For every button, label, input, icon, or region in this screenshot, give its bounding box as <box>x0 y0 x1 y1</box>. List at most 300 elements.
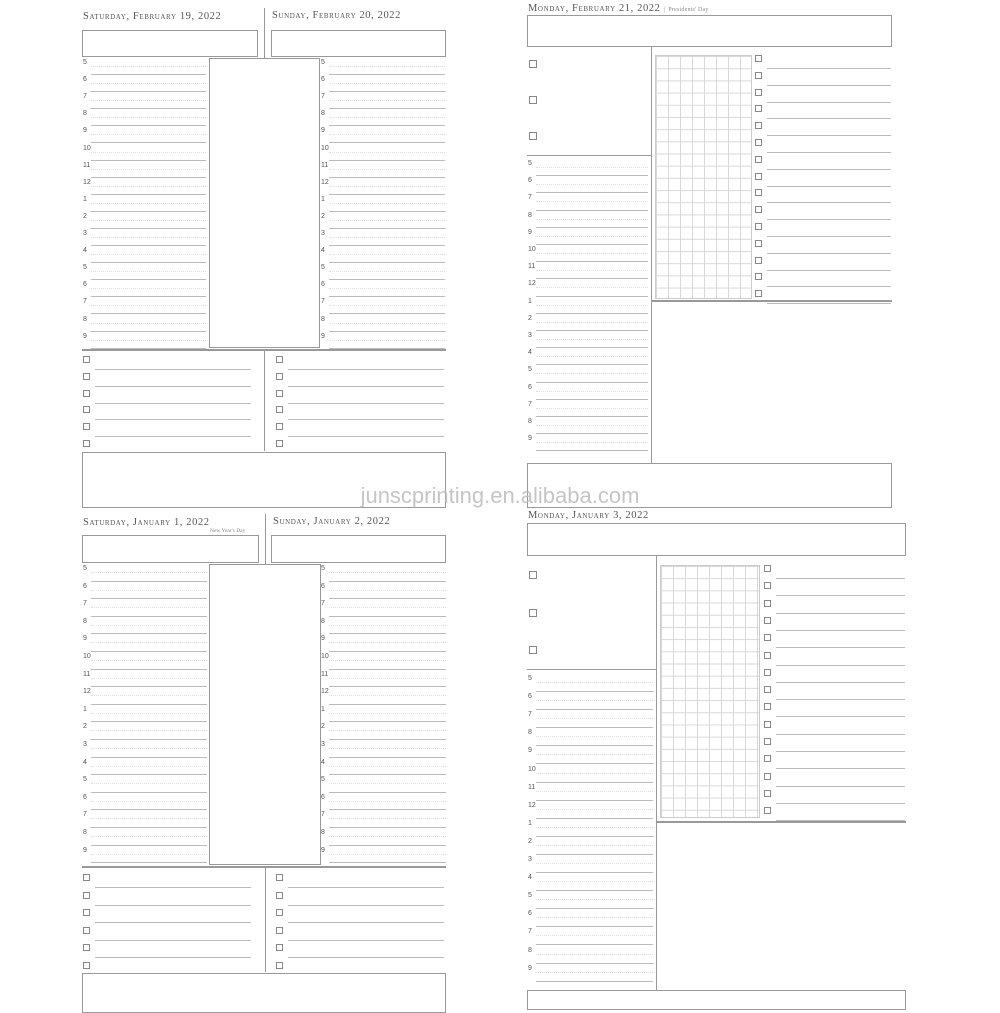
checkbox-icon[interactable] <box>529 60 537 68</box>
hour-row[interactable] <box>528 819 653 837</box>
task-row[interactable] <box>83 941 251 958</box>
saturday-note-box[interactable] <box>82 535 259 563</box>
monday-top-box[interactable] <box>527 523 906 556</box>
hour-row[interactable] <box>83 828 207 846</box>
checkbox-icon[interactable] <box>529 571 537 579</box>
hour-label: 12 <box>83 688 91 696</box>
task-row[interactable] <box>764 770 905 787</box>
checkbox-icon[interactable] <box>755 122 762 129</box>
hour-row[interactable] <box>321 599 446 617</box>
task-row[interactable] <box>755 153 891 170</box>
half-hour-line <box>91 323 206 324</box>
checkbox-icon[interactable] <box>276 909 283 916</box>
hour-row[interactable] <box>83 332 206 349</box>
hour-label: 5 <box>321 565 325 572</box>
hour-label: 3 <box>321 230 325 237</box>
task-row[interactable] <box>276 353 444 370</box>
sunday-note-box[interactable] <box>271 535 446 563</box>
checkbox-icon[interactable] <box>755 156 762 163</box>
task-row[interactable] <box>83 370 251 387</box>
checkbox-icon[interactable] <box>755 257 762 264</box>
hour-label: 12 <box>528 280 536 288</box>
task-row[interactable] <box>83 353 251 370</box>
task-row[interactable] <box>755 119 891 136</box>
task-row[interactable] <box>83 420 251 437</box>
hour-row[interactable] <box>528 765 653 783</box>
weekend-notes-box[interactable] <box>82 973 446 1013</box>
task-row[interactable] <box>755 203 891 220</box>
task-row[interactable] <box>83 871 251 888</box>
hour-row[interactable] <box>528 365 648 382</box>
hour-row[interactable] <box>321 229 445 246</box>
checkbox-icon[interactable] <box>276 440 283 447</box>
hour-row[interactable] <box>528 728 653 746</box>
hour-label: 6 <box>83 793 87 801</box>
hour-row[interactable] <box>528 262 648 279</box>
task-row[interactable] <box>755 52 891 69</box>
task-row[interactable] <box>755 186 891 203</box>
checkbox-icon[interactable] <box>529 609 537 617</box>
hour-label: 9 <box>83 332 87 340</box>
checkbox-icon[interactable] <box>276 406 283 413</box>
task-row[interactable] <box>755 270 891 287</box>
half-hour-line <box>329 271 445 272</box>
hour-row[interactable] <box>83 810 207 828</box>
half-hour-line <box>91 100 206 101</box>
hour-row[interactable] <box>321 246 445 263</box>
hour-label: 12 <box>321 178 329 186</box>
hour-row[interactable] <box>83 126 206 143</box>
checkbox-icon[interactable] <box>276 373 283 380</box>
task-row[interactable] <box>764 666 905 683</box>
checkbox-icon[interactable] <box>529 96 537 104</box>
hour-row[interactable] <box>321 617 446 635</box>
checkbox-icon[interactable] <box>276 892 283 899</box>
hour-label: 3 <box>528 856 532 863</box>
hour-row[interactable] <box>321 161 445 178</box>
hour-row[interactable] <box>321 92 445 109</box>
hour-row[interactable] <box>83 722 207 740</box>
checkbox-icon[interactable] <box>764 669 771 676</box>
half-hour-line <box>536 700 653 701</box>
hour-row[interactable] <box>321 75 445 92</box>
hour-row[interactable] <box>528 400 648 417</box>
hour-row[interactable] <box>321 793 446 811</box>
half-hour-line <box>329 66 445 67</box>
hour-row[interactable] <box>321 652 446 670</box>
task-row[interactable] <box>276 941 444 958</box>
hour-row[interactable] <box>528 383 648 400</box>
checkbox-icon[interactable] <box>83 892 90 899</box>
checkbox-icon[interactable] <box>764 634 771 641</box>
task-row[interactable] <box>764 631 905 648</box>
hour-row[interactable] <box>321 109 445 126</box>
checkbox-icon[interactable] <box>83 423 90 430</box>
checkbox-icon[interactable] <box>83 927 90 934</box>
checkbox-icon[interactable] <box>755 173 762 180</box>
hour-row[interactable] <box>528 279 648 296</box>
hour-row[interactable] <box>83 229 206 246</box>
checkbox-icon[interactable] <box>276 390 283 397</box>
hour-label: 11 <box>528 263 536 271</box>
task-row[interactable] <box>755 102 891 119</box>
hour-label: 6 <box>528 383 532 391</box>
hour-row[interactable] <box>528 946 653 964</box>
half-hour-line <box>536 305 648 306</box>
checkbox-icon[interactable] <box>755 206 762 213</box>
task-row[interactable] <box>755 136 891 153</box>
hour-label: 12 <box>528 801 536 809</box>
task-row[interactable] <box>764 787 905 804</box>
hour-row[interactable] <box>528 801 653 819</box>
half-hour-line <box>329 340 445 341</box>
hour-row[interactable] <box>321 722 446 740</box>
checkbox-icon[interactable] <box>764 755 771 762</box>
hour-row[interactable] <box>83 161 206 178</box>
hour-row[interactable] <box>528 331 648 348</box>
hour-row[interactable] <box>83 670 207 688</box>
hour-row[interactable] <box>83 246 206 263</box>
checkbox-icon[interactable] <box>83 356 90 363</box>
hour-label: 4 <box>321 758 325 766</box>
hour-row[interactable] <box>321 332 445 349</box>
hour-row[interactable] <box>321 126 445 143</box>
task-row[interactable] <box>83 906 251 923</box>
hour-row[interactable] <box>321 58 445 75</box>
checkbox-icon[interactable] <box>764 703 771 710</box>
checkbox-icon[interactable] <box>755 273 762 280</box>
checkbox-icon[interactable] <box>83 962 90 969</box>
hour-row[interactable] <box>528 891 653 909</box>
hour-row[interactable] <box>83 705 207 723</box>
hour-row[interactable] <box>83 109 206 126</box>
hour-row[interactable] <box>321 195 445 212</box>
hour-label: 7 <box>321 600 325 608</box>
half-hour-line <box>536 201 648 202</box>
half-hour-line <box>536 339 648 340</box>
half-hour-line <box>91 83 206 84</box>
hour-row[interactable] <box>83 740 207 758</box>
hour-row[interactable] <box>528 176 648 193</box>
half-hour-line <box>536 881 653 882</box>
task-row[interactable] <box>755 220 891 237</box>
day-title-saturday: Saturday, January 1, 2022 <box>83 517 210 528</box>
hour-row[interactable] <box>528 783 653 801</box>
hour-row[interactable] <box>528 211 648 228</box>
half-hour-line <box>91 818 207 819</box>
task-row[interactable] <box>83 387 251 404</box>
hour-row[interactable] <box>528 710 653 728</box>
task-row[interactable] <box>276 924 444 941</box>
checkbox-icon[interactable] <box>276 874 283 881</box>
hour-row[interactable] <box>528 297 648 314</box>
separator: | <box>663 7 666 13</box>
hour-row[interactable] <box>321 758 446 776</box>
half-hour-line <box>91 305 206 306</box>
hour-row[interactable] <box>321 212 445 229</box>
hour-row[interactable] <box>528 964 653 982</box>
priority-divider <box>527 155 651 156</box>
half-hour-line <box>536 827 653 828</box>
checkbox-icon[interactable] <box>83 390 90 397</box>
task-row[interactable] <box>764 683 905 700</box>
task-row[interactable] <box>83 403 251 420</box>
task-row[interactable] <box>276 906 444 923</box>
hour-label: 11 <box>321 670 329 678</box>
hour-row[interactable] <box>321 144 445 161</box>
saturday-note-box[interactable] <box>82 30 258 57</box>
half-hour-line <box>91 237 206 238</box>
hour-row[interactable] <box>321 846 446 864</box>
checkbox-icon[interactable] <box>529 132 537 140</box>
center-notes-box[interactable] <box>209 564 321 865</box>
hour-row[interactable] <box>83 58 206 75</box>
hour-label: 6 <box>321 582 325 590</box>
task-row[interactable] <box>764 562 905 579</box>
hour-row[interactable] <box>83 758 207 776</box>
task-row[interactable] <box>755 237 891 254</box>
hour-label: 8 <box>321 829 325 836</box>
checkbox-icon[interactable] <box>276 962 283 969</box>
checkbox-icon[interactable] <box>755 240 762 247</box>
checkbox-icon[interactable] <box>764 565 771 572</box>
checkbox-icon[interactable] <box>529 646 537 654</box>
hour-row[interactable] <box>528 873 653 891</box>
half-hour-line <box>91 625 207 626</box>
monday-top-box[interactable] <box>527 15 892 47</box>
task-row[interactable] <box>764 735 905 752</box>
hour-row[interactable] <box>528 314 648 331</box>
hour-label: 5 <box>528 160 532 167</box>
holiday-label: New Year's Day <box>210 528 246 534</box>
hour-row[interactable] <box>321 280 445 297</box>
hour-row[interactable] <box>321 178 445 195</box>
center-notes-box[interactable] <box>209 58 320 348</box>
checkbox-icon[interactable] <box>83 944 90 951</box>
checkbox-icon[interactable] <box>83 373 90 380</box>
hour-label: 5 <box>528 675 532 682</box>
half-hour-line <box>329 220 445 221</box>
half-hour-line <box>91 590 207 591</box>
hour-row[interactable] <box>83 846 207 864</box>
hour-row[interactable] <box>83 315 206 332</box>
hour-row[interactable] <box>321 705 446 723</box>
checkbox-icon[interactable] <box>276 944 283 951</box>
checkbox-icon[interactable] <box>764 721 771 728</box>
checkbox-icon[interactable] <box>83 440 90 447</box>
hour-row[interactable] <box>528 193 648 210</box>
task-row[interactable] <box>276 871 444 888</box>
hour-row[interactable] <box>83 144 206 161</box>
hour-row[interactable] <box>83 582 207 600</box>
checkbox-icon[interactable] <box>764 686 771 693</box>
hour-row[interactable] <box>321 775 446 793</box>
hour-label: 8 <box>321 315 325 323</box>
half-hour-line <box>329 854 446 855</box>
hour-row[interactable] <box>83 92 206 109</box>
task-row[interactable] <box>764 752 905 769</box>
hour-label: 3 <box>528 332 532 339</box>
hour-row[interactable] <box>83 634 207 652</box>
checkbox-icon[interactable] <box>755 139 762 146</box>
monday-notes-box[interactable] <box>527 990 906 1010</box>
task-row[interactable] <box>276 420 444 437</box>
hour-row[interactable] <box>321 828 446 846</box>
task-row[interactable] <box>276 387 444 404</box>
checkbox-icon[interactable] <box>755 89 762 96</box>
half-hour-line <box>536 736 653 737</box>
hour-line <box>536 981 653 982</box>
checkbox-icon[interactable] <box>764 600 771 607</box>
task-row[interactable] <box>83 889 251 906</box>
hour-row[interactable] <box>321 564 446 582</box>
hour-row[interactable] <box>83 75 206 92</box>
hour-label: 12 <box>321 688 329 696</box>
hour-row[interactable] <box>83 617 207 635</box>
checkbox-icon[interactable] <box>764 790 771 797</box>
half-hour-line <box>329 117 445 118</box>
hour-label: 7 <box>83 600 87 608</box>
checkbox-icon[interactable] <box>764 738 771 745</box>
hour-row[interactable] <box>83 280 206 297</box>
hour-label: 8 <box>83 829 87 836</box>
sunday-note-box[interactable] <box>271 30 446 57</box>
hour-row[interactable] <box>83 564 207 582</box>
half-hour-line <box>91 340 206 341</box>
hour-row[interactable] <box>83 212 206 229</box>
checkbox-icon[interactable] <box>755 105 762 112</box>
hour-label: 10 <box>83 144 91 152</box>
task-row[interactable] <box>764 700 905 717</box>
hour-label: 2 <box>83 723 87 731</box>
hour-row[interactable] <box>528 245 648 262</box>
checkbox-icon[interactable] <box>764 617 771 624</box>
task-row[interactable] <box>764 597 905 614</box>
hour-label: 7 <box>321 93 325 101</box>
half-hour-line <box>329 83 445 84</box>
hour-row[interactable] <box>528 692 653 710</box>
checkbox-icon[interactable] <box>764 652 771 659</box>
task-row[interactable] <box>755 254 891 271</box>
hour-label: 4 <box>83 758 87 766</box>
checkbox-icon[interactable] <box>755 72 762 79</box>
hour-row[interactable] <box>83 652 207 670</box>
half-hour-line <box>329 152 445 153</box>
checkbox-icon[interactable] <box>276 423 283 430</box>
day-divider <box>264 8 265 58</box>
hour-row[interactable] <box>528 855 653 873</box>
checkbox-icon[interactable] <box>276 927 283 934</box>
task-row[interactable] <box>755 86 891 103</box>
hour-row[interactable] <box>321 670 446 688</box>
hour-label: 2 <box>321 723 325 731</box>
hour-row[interactable] <box>528 746 653 764</box>
task-row[interactable] <box>764 614 905 631</box>
half-hour-line <box>91 117 206 118</box>
half-hour-line <box>536 972 653 973</box>
checkbox-icon[interactable] <box>83 909 90 916</box>
half-hour-line <box>91 271 206 272</box>
task-row[interactable] <box>764 649 905 666</box>
hour-row[interactable] <box>83 687 207 705</box>
half-hour-line <box>91 678 207 679</box>
hour-row[interactable] <box>321 263 445 280</box>
hour-row[interactable] <box>528 417 648 434</box>
task-row[interactable] <box>276 403 444 420</box>
hour-row[interactable] <box>83 599 207 617</box>
task-row[interactable] <box>755 69 891 86</box>
hour-label: 2 <box>528 837 532 845</box>
hour-row[interactable] <box>528 674 653 692</box>
task-row[interactable] <box>764 804 905 821</box>
column-divider <box>656 556 657 990</box>
checkbox-icon[interactable] <box>276 356 283 363</box>
hour-label: 2 <box>528 314 532 322</box>
hour-row[interactable] <box>83 297 206 314</box>
hour-label: 7 <box>528 928 532 936</box>
task-row[interactable] <box>764 579 905 596</box>
checkbox-icon[interactable] <box>83 874 90 881</box>
hour-row[interactable] <box>528 927 653 945</box>
hour-label: 10 <box>321 144 329 152</box>
hour-label: 9 <box>528 228 532 236</box>
half-hour-line <box>329 572 446 573</box>
hour-label: 9 <box>321 332 325 340</box>
hour-row[interactable] <box>528 348 648 365</box>
task-row[interactable] <box>276 370 444 387</box>
checkbox-icon[interactable] <box>83 406 90 413</box>
checkbox-icon[interactable] <box>764 807 771 814</box>
checkbox-icon[interactable] <box>764 582 771 589</box>
hour-row[interactable] <box>83 793 207 811</box>
hour-row[interactable] <box>528 434 648 451</box>
half-hour-line <box>536 391 648 392</box>
hour-row[interactable] <box>528 228 648 245</box>
half-hour-line <box>329 590 446 591</box>
hour-label: 5 <box>83 776 87 784</box>
task-row[interactable] <box>83 924 251 941</box>
hour-row[interactable] <box>528 837 653 855</box>
checkbox-icon[interactable] <box>764 773 771 780</box>
hour-row[interactable] <box>83 195 206 212</box>
hour-row[interactable] <box>321 634 446 652</box>
watermark: junscprinting.en.alibaba.com <box>360 483 640 508</box>
task-row[interactable] <box>755 170 891 187</box>
hour-row[interactable] <box>321 740 446 758</box>
half-hour-line <box>536 184 648 185</box>
hour-row[interactable] <box>83 178 206 195</box>
hour-row[interactable] <box>321 315 445 332</box>
half-hour-line <box>329 288 445 289</box>
hour-label: 6 <box>83 582 87 590</box>
hour-row[interactable] <box>83 263 206 280</box>
checkbox-icon[interactable] <box>755 55 762 62</box>
hour-row[interactable] <box>321 297 445 314</box>
hour-row[interactable] <box>83 775 207 793</box>
hour-row[interactable] <box>528 159 648 176</box>
task-row[interactable] <box>276 889 444 906</box>
hour-row[interactable] <box>321 810 446 828</box>
task-row[interactable] <box>764 718 905 735</box>
checkbox-icon[interactable] <box>755 290 762 297</box>
hour-row[interactable] <box>321 582 446 600</box>
hour-row[interactable] <box>321 687 446 705</box>
checkbox-icon[interactable] <box>755 189 762 196</box>
hour-label: 3 <box>321 741 325 748</box>
checkbox-icon[interactable] <box>755 223 762 230</box>
half-hour-line <box>91 288 206 289</box>
hour-row[interactable] <box>528 909 653 927</box>
